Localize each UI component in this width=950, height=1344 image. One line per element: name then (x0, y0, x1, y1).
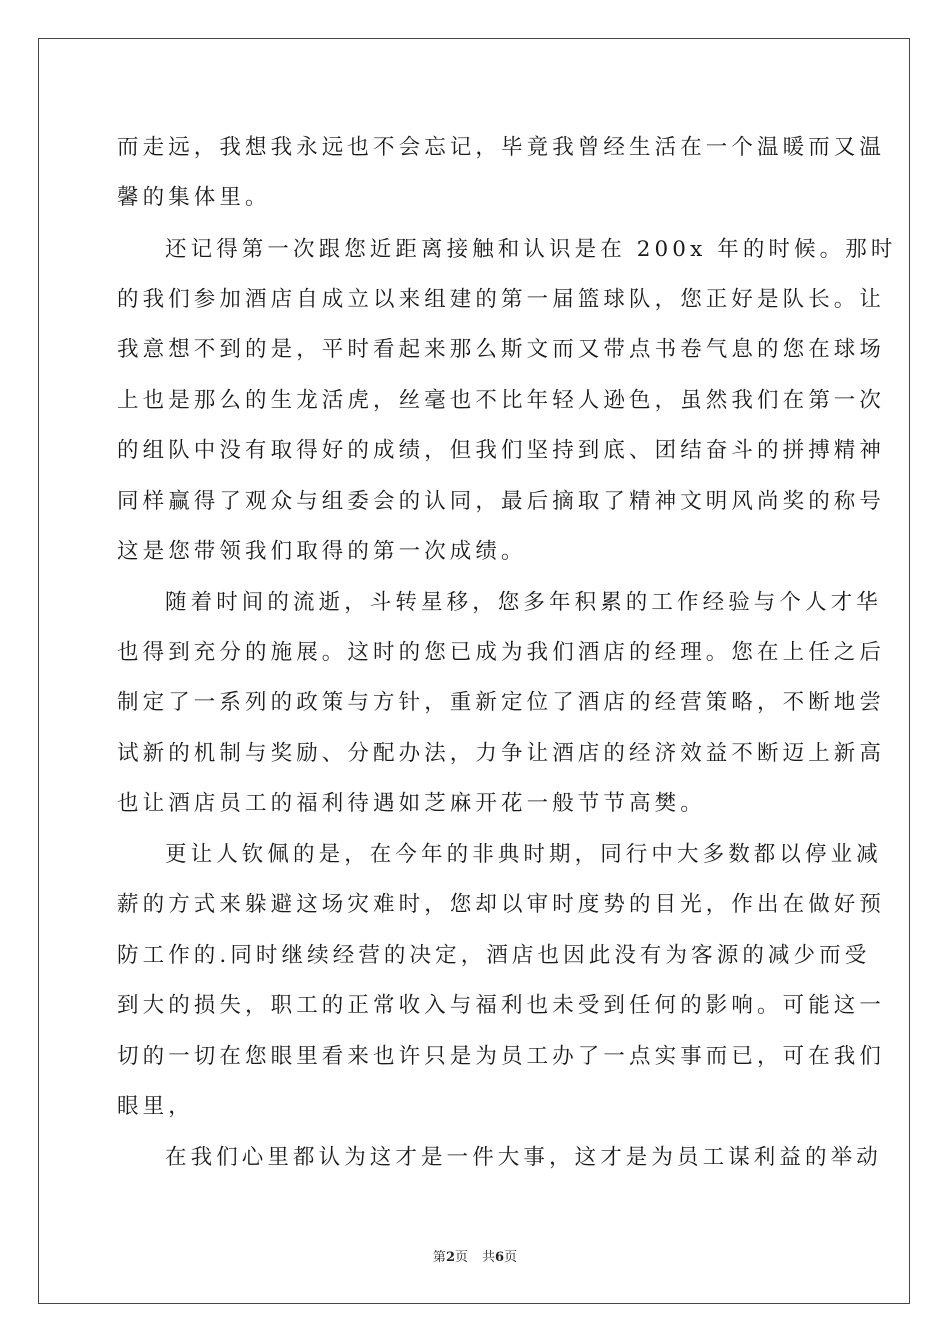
total-prefix: 共 (482, 1250, 496, 1265)
text-line: 馨的集体里。 (117, 185, 271, 210)
text-line: 的组队中没有取得好的成绩，但我们坚持到底、团结奋斗的拼搏精神 (117, 438, 886, 463)
text-line: 防工作的.同时继续经营的决定，酒店也因此没有为客源的减少而受 (117, 943, 871, 968)
text-line: 同样赢得了观众与组委会的认同，最后摘取了精神文明风尚奖的称号 (117, 489, 886, 514)
text-line: 薪的方式来躲避这场灾难时，您却以审时度势的目光，作出在做好预 (117, 892, 886, 917)
text-line: 也让酒店员工的福利待遇如芝麻开花一般节节高樊。 (117, 791, 706, 816)
text-line: 到大的损失，职工的正常收入与福利也未受到任何的影响。可能这一 (117, 993, 886, 1018)
page-number (433, 1246, 468, 1265)
text-line: 随着时间的流逝，斗转星移，您多年积累的工作经验与个人才华 (165, 590, 882, 615)
text-line: 眼里， (117, 1094, 194, 1119)
text-line: 更让人钦佩的是，在今年的非典时期，同行中大多数都以停业减 (165, 842, 882, 867)
total-suffix: 页 (504, 1250, 518, 1265)
page-current: 2 (445, 1250, 455, 1265)
text-line: 而走远，我想我永远也不会忘记，毕竟我曾经生活在一个温暖而又温 (117, 135, 886, 160)
text-line: 这是您带领我们取得的第一次成绩。 (117, 539, 527, 564)
text-line: 上也是那么的生龙活虎，丝毫也不比年轻人逊色，虽然我们在第一次 (117, 388, 886, 413)
text-line: 试新的机制与奖励、分配办法，力争让酒店的经济效益不断迈上新高 (117, 741, 886, 766)
text-line: 的我们参加酒店自成立以来组建的第一届篮球队，您正好是队长。让 (117, 287, 886, 312)
page-suffix: 页 (454, 1250, 468, 1265)
page-total (482, 1246, 517, 1265)
page-prefix: 第 (432, 1250, 446, 1265)
text-line: 还记得第一次跟您近距离接触和认识是在 200x 年的时候。那时 (165, 237, 897, 262)
page-footer (0, 1246, 950, 1265)
text-line: 制定了一系列的政策与方针，重新定位了酒店的经营策略，不断地尝 (117, 690, 886, 715)
total-count: 6 (495, 1250, 505, 1265)
text-line: 切的一切在您眼里看来也许只是为员工办了一点实事而已，可在我们 (117, 1044, 886, 1069)
text-line: 在我们心里都认为这才是一件大事，这才是为员工谋利益的举动 (165, 1145, 882, 1170)
text-line: 我意想不到的是，平时看起来那么斯文而又带点书卷气息的您在球场 (117, 337, 886, 362)
text-line: 也得到充分的施展。这时的您已成为我们酒店的经理。您在上任之后 (117, 640, 886, 665)
